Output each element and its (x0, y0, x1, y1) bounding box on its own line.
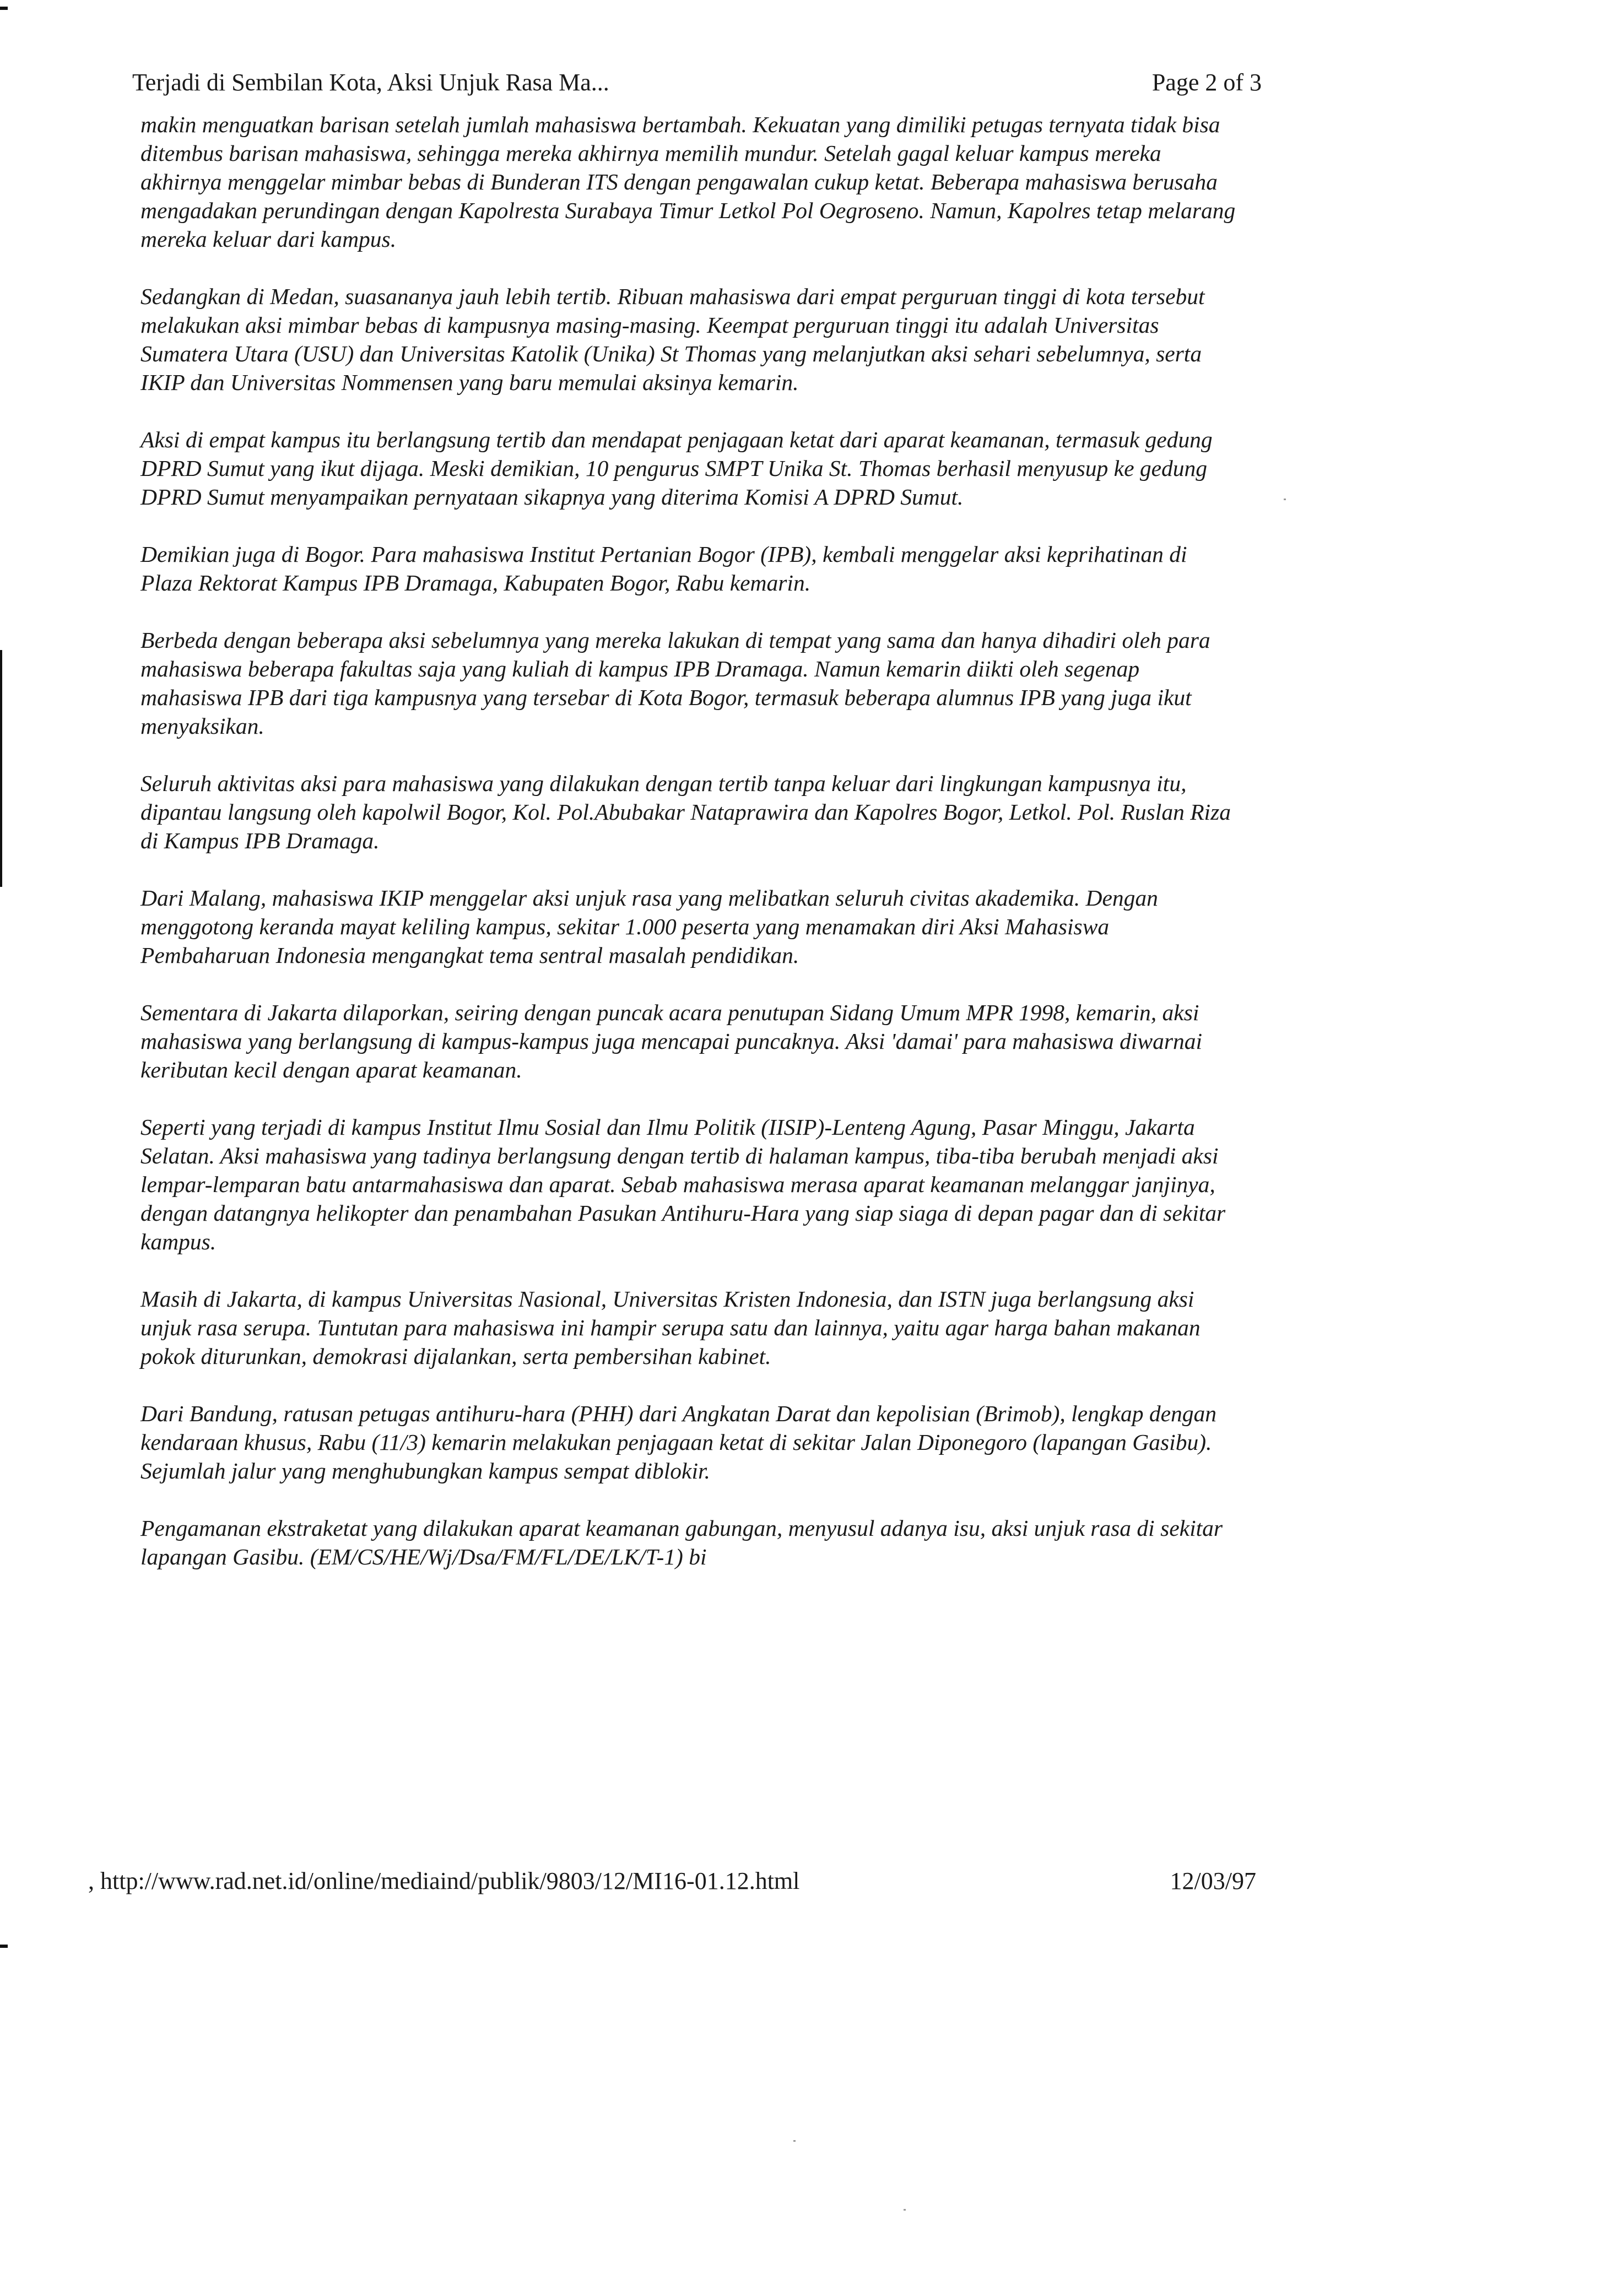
page-title: Terjadi di Sembilan Kota, Aksi Unjuk Rasa Ma... (132, 69, 609, 96)
article-paragraph: Demikian juga di Bogor. Para mahasiswa Institut Pertanian Bogor (IPB), kembali menggelar aksi keprihatinan di Plaza Rektorat Kampus IPB Dramaga, Kabupaten Bogor, Rabu kemarin. (140, 541, 1187, 595)
scan-edge-mark-top (0, 7, 8, 10)
article-paragraph: Seperti yang terjadi di kampus Institut Ilmu Sosial dan Ilmu Politik (IISIP)-Lenteng Agung, Pasar Minggu, Jakarta Selatan. Aksi mahasiswa yang tadinya berlangsung dengan tertib di halaman kampus, tiba-tiba berubah menjadi aksi lempar-lemparan batu antarmahasiswa dan aparat. Sebab mahasiswa merasa aparat keamanan melanggar janjinya, dengan datangnya helikopter dan penambahan Pasukan Antihuru-Hara yang siap siaga di depan pagar dan di sekitar kampus. (140, 1114, 1226, 1254)
scan-speck (904, 2209, 906, 2211)
page-header (132, 61, 1262, 105)
scan-speck (793, 2140, 796, 2142)
article-paragraph: Seluruh aktivitas aksi para mahasiswa yang dilakukan dengan tertib tanpa keluar dari lingkungan kampusnya itu, dipantau langsung oleh kapolwil Bogor, Kol. Pol.Abubakar Nataprawira dan Kapolres Bogor, Letkol. Pol. Ruslan Riza di Kampus IPB Dramaga. (140, 771, 1231, 853)
source-url: , http://www.rad.net.id/online/mediaind/publik/9803/12/MI16-01.12.html (88, 1867, 800, 1894)
article-paragraph: Pengamanan ekstraketat yang dilakukan aparat keamanan gabungan, menyusul adanya isu, aksi unjuk rasa di sekitar lapangan Gasibu. (EM/CS/HE/Wj/Dsa/FM/FL/DE/LK/T-1) bi (140, 1515, 1223, 1569)
page-number: Page 2 of 3 (1151, 69, 1262, 96)
article-paragraph: Aksi di empat kampus itu berlangsung tertib dan mendapat penjagaan ketat dari aparat keamanan, termasuk gedung DPRD Sumut yang ikut dijaga. Meski demikian, 10 pengurus SMPT Unika St. Thomas berhasil menyusup ke gedung DPRD Sumut menyampaikan pernyataan sikapnya yang diterima Komisi A DPRD Sumut. (140, 427, 1213, 510)
scan-edge-mark-bottom (0, 1945, 8, 1948)
article-paragraph: Dari Bandung, ratusan petugas antihuru-hara (PHH) dari Angkatan Darat dan kepolisian (Brimob), lengkap dengan kendaraan khusus, Rabu (11/3) kemarin melakukan penjagaan ketat di sekitar Jalan Diponegoro (lapangan Gasibu). Sejumlah jalur yang menghubungkan kampus sempat diblokir. (140, 1401, 1217, 1483)
page-footer (88, 1862, 1256, 1900)
article-paragraph: Sedangkan di Medan, suasananya jauh lebih tertib. Ribuan mahasiswa dari empat perguruan tinggi di kota tersebut melakukan aksi mimbar bebas di kampusnya masing-masing. Keempat perguruan tinggi itu adalah Universitas Sumatera Utara (USU) dan Universitas Katolik (Unika) St Thomas yang melanjutkan aksi sehari sebelumnya, serta IKIP dan Universitas Nommensen yang baru memulai aksinya kemarin. (140, 284, 1205, 395)
article-paragraph: Berbeda dengan beberapa aksi sebelumnya yang mereka lakukan di tempat yang sama dan hanya dihadiri oleh para mahasiswa beberapa fakultas saja yang kuliah di kampus IPB Dramaga. Namun kemarin diikti oleh segenap mahasiswa IPB dari tiga kampusnya yang tersebar di Kota Bogor, termasuk beberapa alumnus IPB yang juga ikut menyaksikan. (140, 627, 1210, 739)
scan-edge-mark-left (0, 650, 2, 887)
article-paragraph: makin menguatkan barisan setelah jumlah mahasiswa bertambah. Kekuatan yang dimiliki petugas ternyata tidak bisa ditembus barisan mahasiswa, sehingga mereka akhirnya memilih mundur. Setelah gagal keluar kampus mereka akhirnya menggelar mimbar bebas di Bunderan ITS dengan pengawalan cukup ketat. Beberapa mahasiswa berusaha mengadakan perundingan dengan Kapolresta Surabaya Timur Letkol Pol Oegroseno. Namun, Kapolres tetap melarang mereka keluar dari kampus. (140, 112, 1236, 252)
print-date: 12/03/97 (1170, 1867, 1256, 1894)
article-paragraph: Sementara di Jakarta dilaporkan, seiring dengan puncak acara penutupan Sidang Umum MPR 1998, kemarin, aksi mahasiswa yang berlangsung di kampus-kampus juga mencapai puncaknya. Aksi 'damai' para mahasiswa diwarnai keributan kecil dengan aparat keamanan. (140, 1000, 1203, 1082)
article-paragraph: Masih di Jakarta, di kampus Universitas Nasional, Universitas Kristen Indonesia, dan ISTN juga berlangsung aksi unjuk rasa serupa. Tuntutan para mahasiswa ini hampir serupa satu dan lainnya, yaitu agar harga bahan makanan pokok diturunkan, demokrasi dijalankan, serta pembersihan kabinet. (140, 1286, 1201, 1369)
article-body (140, 110, 1237, 1600)
article-paragraph: Dari Malang, mahasiswa IKIP menggelar aksi unjuk rasa yang melibatkan seluruh civitas akademika. Dengan menggotong keranda mayat keliling kampus, sekitar 1.000 peserta yang menamakan diri Aksi Mahasiswa Pembaharuan Indonesia mengangkat tema sentral masalah pendidikan. (140, 885, 1158, 968)
scan-speck (1284, 499, 1286, 500)
